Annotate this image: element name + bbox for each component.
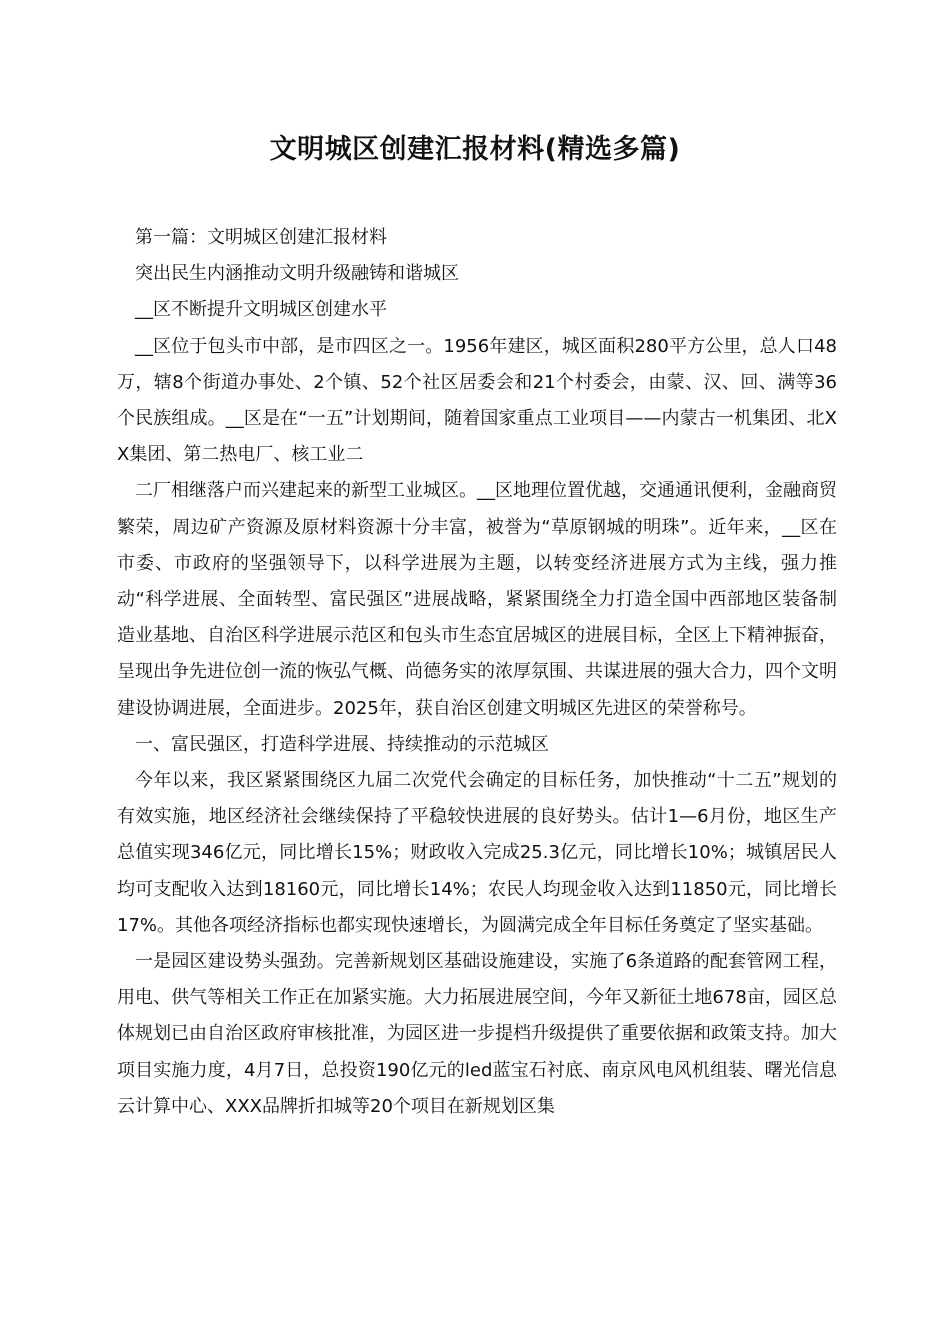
section-heading: 一、富民强区，打造科学进展、持续推动的示范城区 [135,733,549,755]
paragraph: __区位于包头市中部，是市四区之一。1956年建区，城区面积280平方公里，总人口48万，辖8个街道办事处、2个镇、52个社区居委会和21个村委会，由蒙、汉、回、满等36个民族组成。__区是在“一五”计划期间，随着国家重点工业项目——内蒙古一机集团、北XX集团、第二热电厂、核工业二 [117,335,837,466]
paragraph: __区不断提升文明城区创建水平 [135,299,387,321]
paragraph: 突出民生内涵推动文明升级融铸和谐城区 [135,263,459,285]
document-title: 文明城区创建汇报材料(精选多篇) [269,134,681,165]
paragraph: 二厂相继落户而兴建起来的新型工业城区。__区地理位置优越，交通通讯便利，金融商贸繁荣，周边矿产资源及原材料资源十分丰富，被誉为“草原钢城的明珠”。近年来，__区在市委、市政府的坚强领导下，以科学进展为主题，以转变经济进展方式为主线，强力推动“科学进展、全面转型、富民强区”进展战略，紧紧围绕全力打造全国中西部地区装备制造业基地、自治区科学进展示范区和包头市生态宜居城区的进展目标，全区上下精神振奋，呈现出争先进位创一流的恢弘气概、尚德务实的浓厚氛围、共谋进展的强大合力，四个文明建设协调进展，全面进步。2025年，获自治区创建文明城区先进区的荣誉称号。 [117,480,837,719]
paragraph: 今年以来，我区紧紧围绕区九届二次党代会确定的目标任务，加快推动“十二五”规划的有效实施，地区经济社会继续保持了平稳较快进展的良好势头。估计1—6月份，地区生产总值实现346亿元，同比增长15%；财政收入完成25.3亿元，同比增长10%；城镇居民人均可支配收入达到18160元，同比增长14%；农民人均现金收入达到11850元，同比增长17%。其他各项经济指标也都实现快速增长，为圆满完成全年目标任务奠定了坚实基础。 [117,770,837,936]
paragraph: 第一篇：文明城区创建汇报材料 [135,227,387,248]
document-body [117,220,837,1125]
paragraph: 一是园区建设势头强劲。完善新规划区基础设施建设，实施了6条道路的配套管网工程，用电、供气等相关工作正在加紧实施。大力拓展进展空间，今年又新征土地678亩，园区总体规划已由自治区政府审核批准，为园区进一步提档升级提供了重要依据和政策支持。加大项目实施力度，4月7日，总投资190亿元的led蓝宝石衬底、南京风电风机组装、曙光信息云计算中心、XXX品牌折扣城等20个项目在新规划区集 [117,951,837,1117]
